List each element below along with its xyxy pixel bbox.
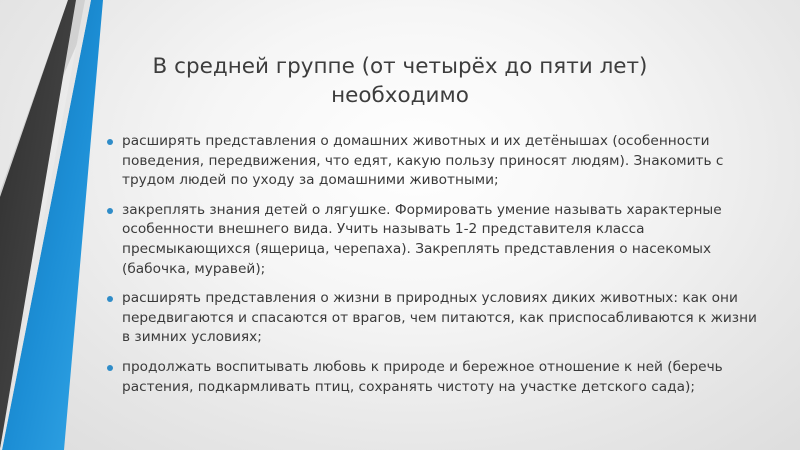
bullet-text: расширять представления о жизни в природных условиях диких животных: как они передвигаются и спасаются от врагов, чем питаются, как приспосабливаются к жизни в зимних условиях; bbox=[122, 290, 757, 346]
bullet-item bbox=[106, 201, 766, 279]
bullet-dot-icon bbox=[107, 139, 113, 145]
slide-title: В средней группе (от четырёх до пяти лет) необходимо bbox=[152, 54, 648, 108]
bullet-item bbox=[106, 289, 766, 348]
bullet-text: закреплять знания детей о лягушке. Формировать умение называть характерные особенности внешнего вида. Учить называть 1-2 представителя класса пресмыкающихся (ящерица, черепаха). Закреплять представления о насекомых (бабочка, муравей); bbox=[122, 201, 722, 277]
bullet-item bbox=[106, 358, 766, 397]
bullet-text: расширять представления о домашних животных и их детёнышах (особенности поведения, передвижения, что едят, какую пользу приносят людям). Знакомить с трудом людей по уходу за домашними животными; bbox=[122, 133, 724, 189]
bullet-list bbox=[106, 132, 766, 407]
bullet-dot-icon bbox=[107, 365, 113, 371]
bullet-dot-icon bbox=[107, 208, 113, 214]
bullet-dot-icon bbox=[107, 296, 113, 302]
bullet-text: продолжать воспитывать любовь к природе и бережное отношение к ней (беречь растения, подкармливать птиц, сохранять чистоту на участке детского сада); bbox=[122, 358, 723, 395]
bullet-item bbox=[106, 132, 766, 191]
